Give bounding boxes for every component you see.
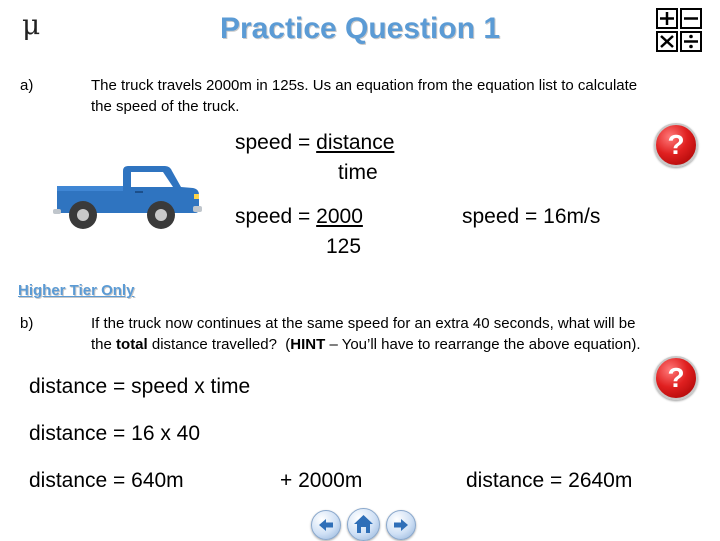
question-b-line2-pre: the [91, 336, 117, 353]
speed-substitution-numerator: 2000 [316, 205, 363, 228]
speed-substitution-lhs: speed = [235, 205, 317, 228]
hint-button-b[interactable]: ? [654, 356, 698, 400]
distance-addition: + 2000m [280, 469, 363, 492]
higher-tier-heading: Higher Tier Only [18, 282, 135, 299]
question-a-label: a) [20, 77, 34, 94]
forward-button[interactable] [386, 510, 416, 540]
distance-total: distance = 2640m [466, 469, 633, 492]
arrow-right-icon [387, 511, 415, 539]
question-a-line1: The truck travels 2000m in 125s. Us an equation from the equation list to calculate [91, 77, 638, 94]
speed-substitution-denominator: 125 [326, 235, 362, 258]
mu-logo: μ [22, 8, 41, 41]
question-b-line2-post: – You’ll have to rearrange the above equation). [325, 336, 641, 353]
distance-substitution: distance = 16 x 40 [29, 422, 201, 445]
question-b-line1: If the truck now continues at the same speed for an extra 40 seconds, what will be [91, 315, 636, 332]
distance-formula: distance = speed x time [29, 375, 251, 398]
speed-formula-lhs: speed = [235, 131, 317, 154]
speed-formula [235, 131, 394, 155]
question-b-line2 [91, 334, 711, 355]
speed-answer: speed = 16m/s [462, 205, 601, 228]
home-button[interactable] [347, 508, 380, 541]
speed-formula-numerator: distance [316, 131, 395, 154]
question-b-bold-total: total [116, 336, 148, 353]
page-title: Practice Question 1 [219, 12, 501, 45]
pickup-truck-icon [53, 163, 203, 238]
question-a-line2: the speed of the truck. [91, 98, 240, 115]
arrow-left-icon [312, 511, 340, 539]
distance-result: distance = 640m [29, 469, 184, 492]
home-icon [348, 509, 379, 540]
back-button[interactable] [311, 510, 341, 540]
question-b-label: b) [20, 315, 34, 332]
math-operators-icon [656, 8, 702, 57]
question-b-bold-hint: HINT [290, 336, 326, 353]
question-b-text [91, 313, 711, 355]
question-a-text [91, 75, 711, 117]
hint-button-a[interactable]: ? [654, 123, 698, 167]
speed-formula-denominator: time [338, 161, 378, 184]
speed-substitution [235, 205, 363, 229]
question-b-line2-mid: distance travelled? ( [147, 336, 291, 353]
